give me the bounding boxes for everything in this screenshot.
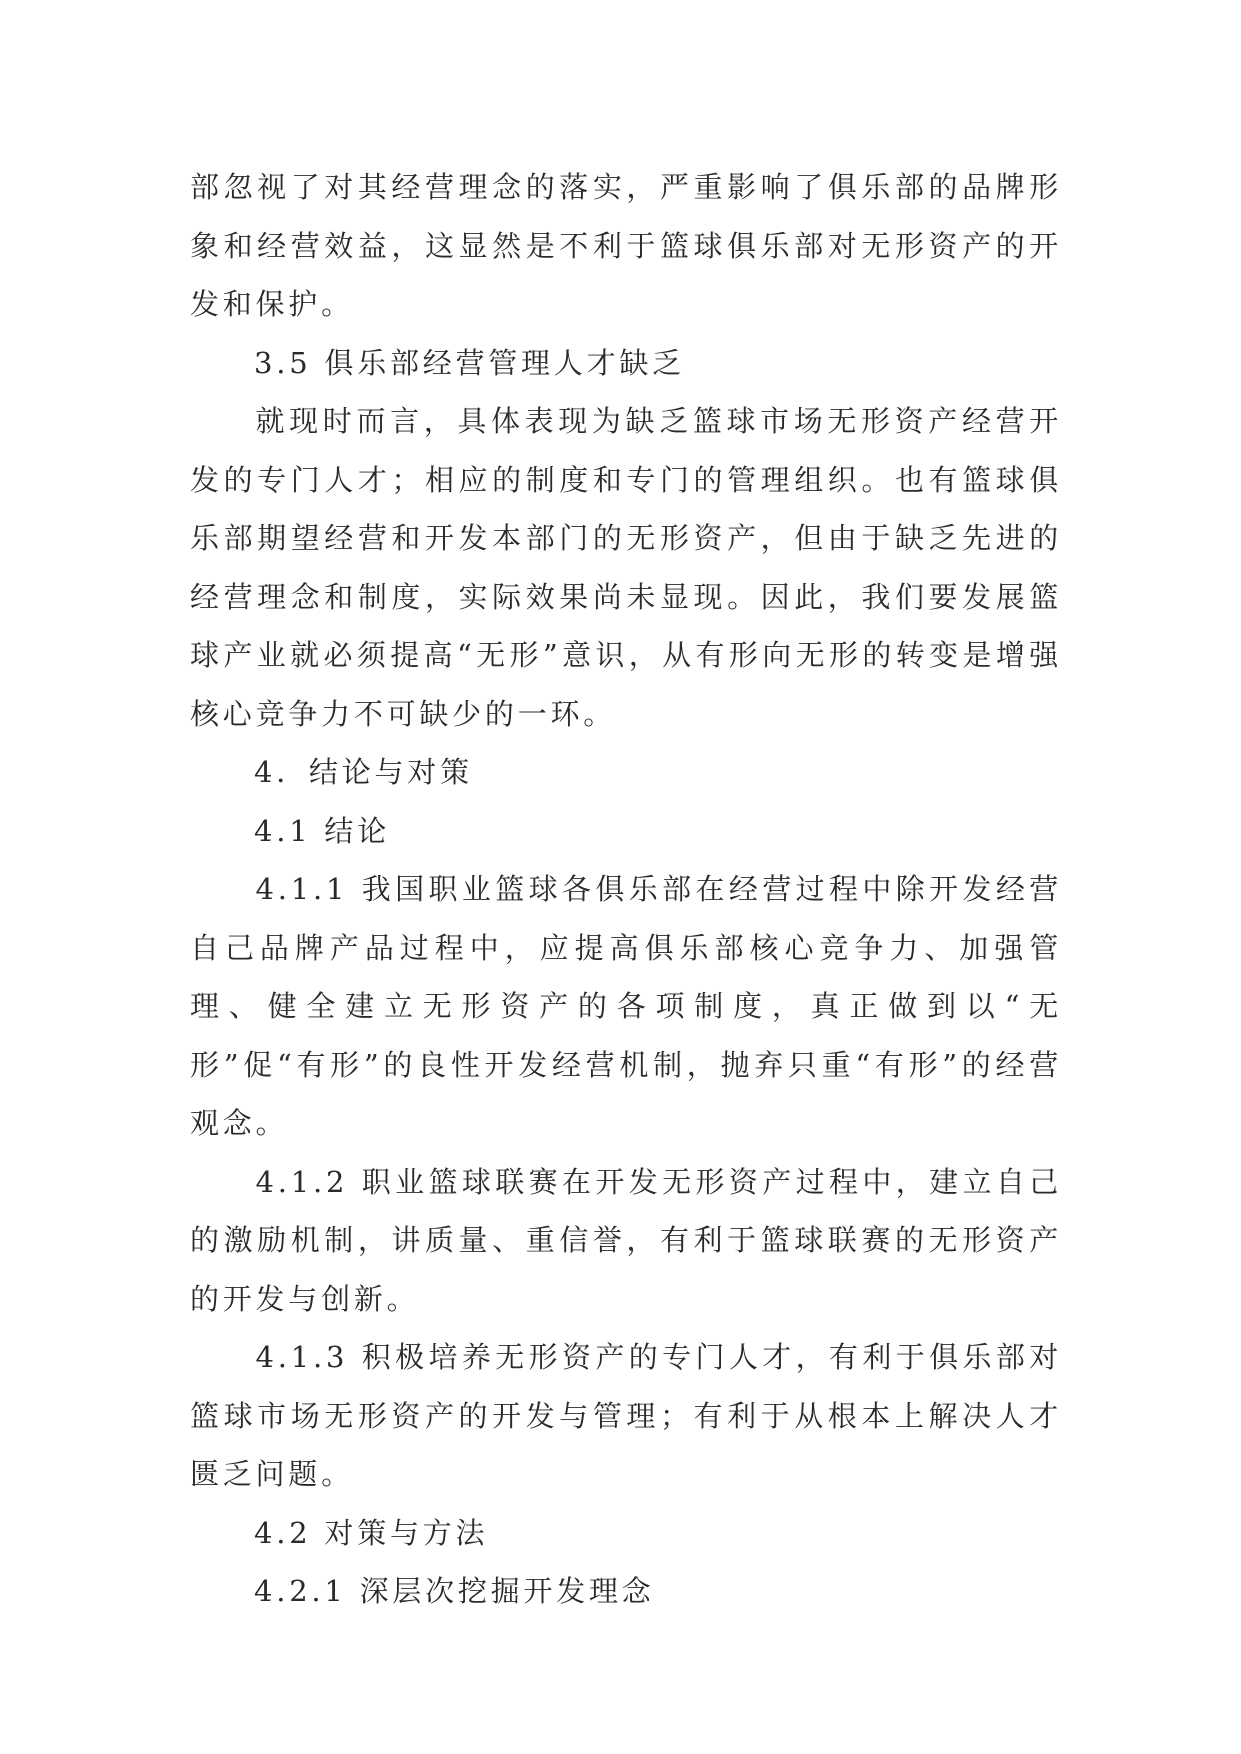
paragraph-4-1-2: 4.1.2 职业篮球联赛在开发无形资产过程中，建立自己的激励机制，讲质量、重信誉，有利于篮球联赛的无形资产的开发与创新。	[190, 1164, 1062, 1316]
paragraph-brand-image: 部忽视了对其经营理念的落实，严重影响了俱乐部的品牌形象和经营效益，这显然是不利于篮球俱乐部对无形资产的开发和保护。	[190, 170, 1062, 321]
heading-3-5: 3.5 俱乐部经营管理人才缺乏	[254, 345, 685, 380]
heading-4-1: 4.1 结论	[254, 813, 390, 848]
paragraph-4-1-1: 4.1.1 我国职业篮球各俱乐部在经营过程中除开发经营自己品牌产品过程中，应提高俱乐部核心竞争力、加强管理、健全建立无形资产的各项制度，真正做到以“无形”促“有形”的良性开发经营机制，抛弃只重“有形”的经营观念。	[190, 872, 1062, 1140]
heading-4: 4．结论与对策	[254, 755, 473, 789]
heading-4-2: 4.2 对策与方法	[254, 1515, 489, 1550]
document-body	[190, 158, 1062, 1621]
paragraph-4-1-3: 4.1.3 积极培养无形资产的专门人才，有利于俱乐部对篮球市场无形资产的开发与管理；有利于从根本上解决人才匮乏问题。	[190, 1340, 1062, 1491]
heading-4-2-1: 4.2.1 深层次挖掘开发理念	[254, 1574, 655, 1608]
paragraph-talent-shortage: 就现时而言，具体表现为缺乏篮球市场无形资产经营开发的专门人才；相应的制度和专门的管理组织。也有篮球俱乐部期望经营和开发本部门的无形资产，但由于缺乏先进的经营理念和制度，实际效果尚未显现。因此，我们要发展篮球产业就必须提高“无形”意识，从有形向无形的转变是增强核心竞争力不可缺少的一环。	[190, 404, 1062, 731]
